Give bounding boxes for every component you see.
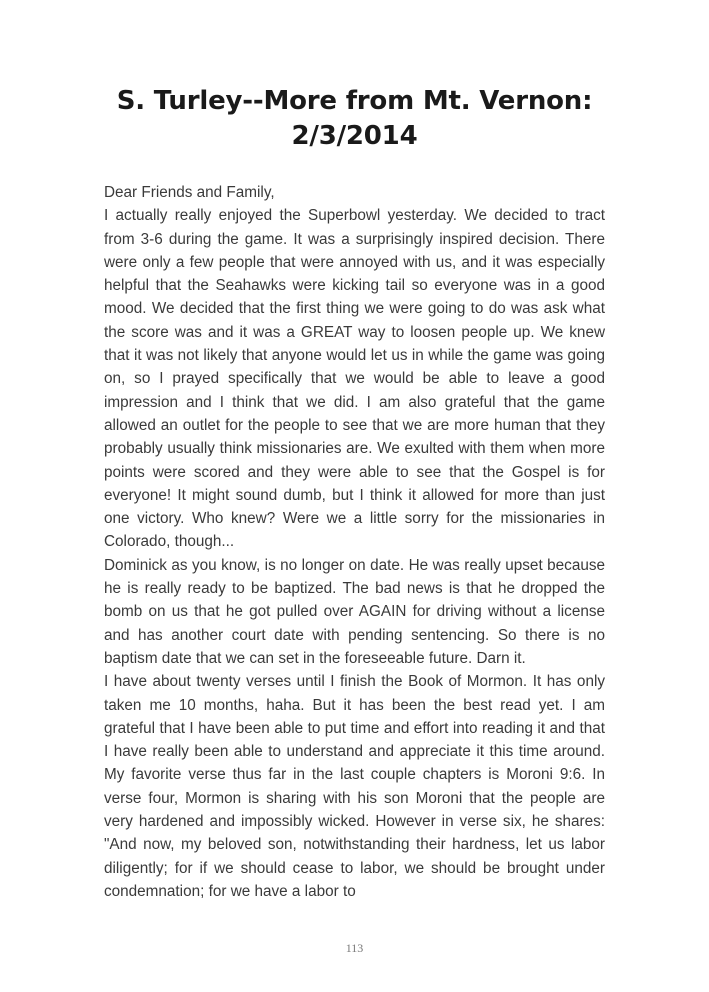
page-title: S. Turley--More from Mt. Vernon: 2/3/2014	[116, 86, 593, 151]
page-number: 113	[345, 941, 364, 955]
letter-body	[104, 181, 605, 903]
paragraph-book-of-mormon: I have about twenty verses until I finish the Book of Mormon. It has only taken me 10 months, haha. But it has been the best read yet. I am grateful that I have been able to put time and effort into reading it and that I have really been able to understand and appreciate it this time around. My favorite verse thus far in the last couple chapters is Moroni 9:6. In verse four, Mormon is sharing with his son Moroni that the people are very hardened and impossibly wicked. However in verse six, he shares: "And now, my beloved son, notwithstanding their hardness, let us labor diligently; for if we should cease to labor, we should be brought under condemnation; for we have a labor to	[104, 673, 605, 900]
paragraph-dominick: Dominick as you know, is no longer on date. He was really upset because he is really ready to be baptized. The bad news is that he dropped the bomb on us that he got pulled over AGAIN for driving without a license and has another court date with pending sentencing. So there is no baptism date that we can set in the foreseeable future. Darn it.	[104, 556, 605, 667]
paragraph-superbowl: I actually really enjoyed the Superbowl yesterday. We decided to tract from 3-6 during the game. It was a surprisingly inspired decision. There were only a few people that were annoyed with us, and it was especially helpful that the Seahawks were kicking tail so everyone was in a good mood. We decided that the first thing we were going to do was ask what the score was and it was a GREAT way to loosen people up. We knew that it was not likely that anyone would let us in while the game was going on, so I prayed specifically that we would be able to leave a good impression and I think that we did. I am also grateful that the game allowed an outlet for the people to see that we are more human that they probably usually think missionaries are. We exulted with them when more points were scored and they were able to see that the Gospel is for everyone! It might sound dumb, but I think it allowed for more than just one victory. Who knew? Were we a little sorry for the missionaries in Colorado, though...	[104, 207, 605, 551]
salutation: Dear Friends and Family,	[104, 184, 275, 201]
